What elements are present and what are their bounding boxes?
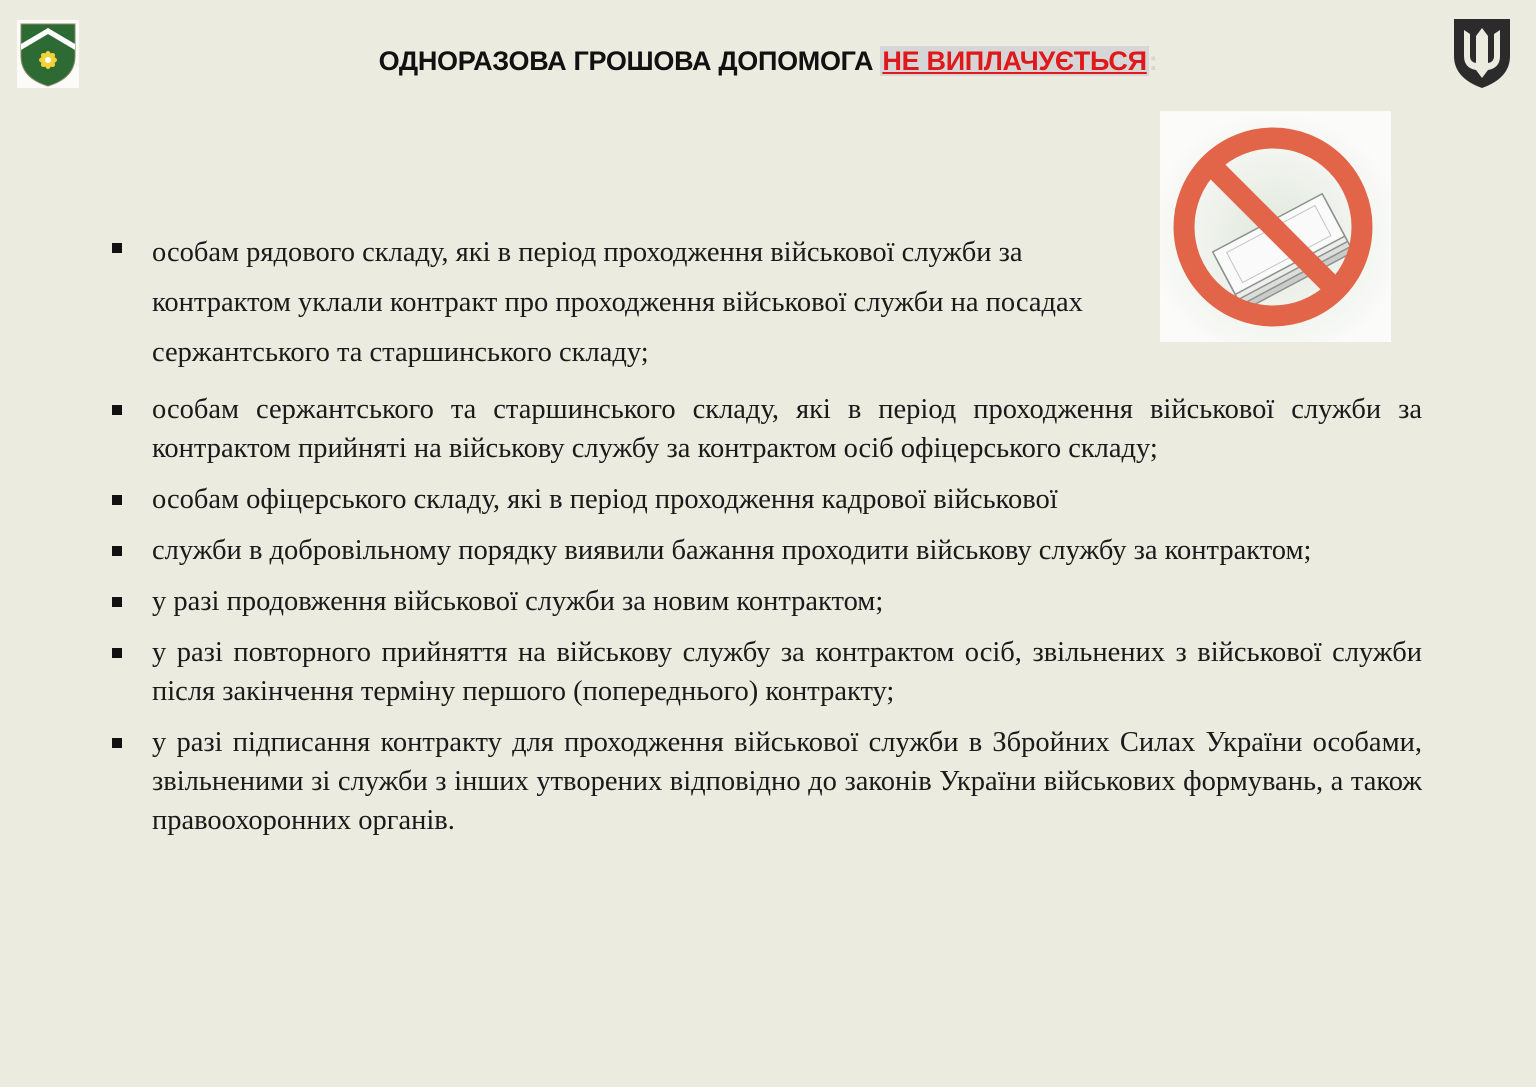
list-item (112, 531, 1422, 570)
bullet-text: у разі повторного прийняття на військову службу за контрактом осіб, звільнених з військової служби після закінчення терміну першого (попереднього) контракту; (152, 637, 1422, 707)
list-item (112, 582, 1422, 621)
bullet-marker-icon (112, 243, 122, 253)
title-main: ОДНОРАЗОВА ГРОШОВА ДОПОМОГА (378, 46, 881, 76)
bullet-marker-icon (112, 546, 122, 556)
list-item (112, 480, 1422, 519)
bullet-text: особам рядового складу, які в період проходження військової служби за контрактом уклали контракт про проходження військової служби на посадах сержантського та старшинського складу; (152, 237, 1083, 368)
bullet-marker-icon (112, 405, 122, 415)
title-tail: : (1148, 46, 1158, 76)
list-item (112, 390, 1422, 468)
bullet-text: особам сержантського та старшинського складу, які в період проходження військової служби за контрактом прийняті на військову службу за контрактом осіб офіцерського складу; (152, 394, 1422, 464)
bullet-text: у разі підписання контракту для проходження військової служби в Збройних Силах України особами, звільненими зі служби з інших утворених відповідно до законів України військових формувань, а також правоохоронних органів. (152, 727, 1422, 836)
list-item (112, 633, 1422, 711)
bullet-marker-icon (112, 738, 122, 748)
bullet-list (112, 228, 1422, 840)
list-item (112, 723, 1422, 840)
slide-title (0, 46, 1536, 77)
bullet-text: у разі продовження військової служби за новим контрактом; (152, 586, 884, 617)
bullet-text: особам офіцерського складу, які в період проходження кадрової військової (152, 484, 1058, 515)
bullet-text: служби в добровільному порядку виявили бажання проходити військову службу за контрактом; (152, 535, 1312, 566)
bullet-marker-icon (112, 648, 122, 658)
title-highlight: НЕ ВИПЛАЧУЄТЬСЯ (882, 46, 1147, 76)
list-item (112, 228, 1162, 378)
bullet-marker-icon (112, 495, 122, 505)
bullet-marker-icon (112, 597, 122, 607)
